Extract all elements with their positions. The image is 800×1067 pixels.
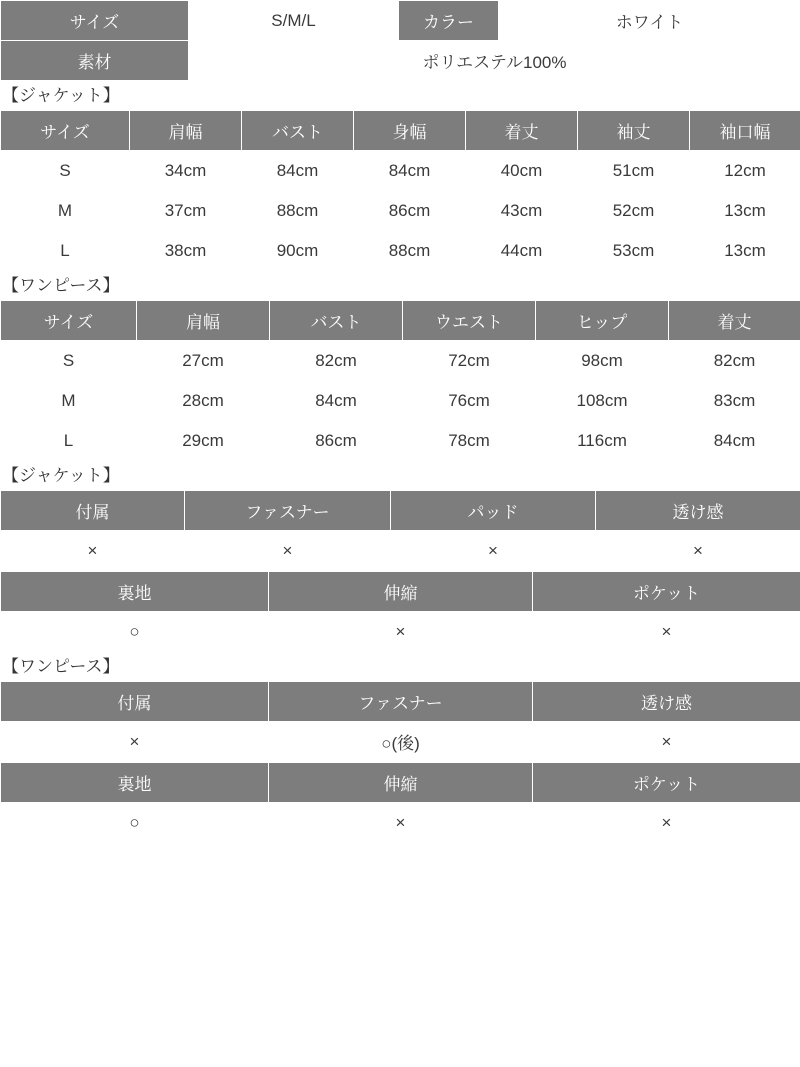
jacket-size-cell-1-4: 43cm — [466, 191, 578, 231]
jacket-detail-header-2: パッド — [391, 491, 596, 531]
jacket-lining-header: 裏地 — [1, 572, 269, 612]
spec-size-label: サイズ — [1, 1, 189, 41]
onepiece-size-cell-0-4: 98cm — [536, 341, 669, 381]
jacket-detail-title: 【ジャケット】 — [0, 461, 800, 490]
spec-material-label: 素材 — [1, 41, 189, 81]
jacket-detail-header-1: ファスナー — [185, 491, 391, 531]
jacket-size-cell-0-0: S — [1, 151, 130, 191]
onepiece-detail-value-2: × — [533, 722, 800, 762]
spec-material-value: ポリエステル100% — [189, 41, 800, 81]
jacket-size-cell-2-5: 53cm — [578, 231, 690, 271]
jacket-detail-value-2: × — [391, 531, 596, 571]
jacket-size-cell-1-0: M — [1, 191, 130, 231]
jacket-detail-header-0: 付属 — [1, 491, 185, 531]
jacket-size-cell-2-4: 44cm — [466, 231, 578, 271]
onepiece-size-cell-1-5: 83cm — [669, 381, 800, 421]
table-row — [1, 381, 800, 421]
onepiece-size-header-0: サイズ — [1, 301, 137, 341]
jacket-size-cell-1-3: 86cm — [354, 191, 466, 231]
onepiece-lining-header: 裏地 — [1, 763, 269, 803]
onepiece-size-cell-2-4: 116cm — [536, 421, 669, 461]
jacket-size-header-5: 袖丈 — [578, 111, 690, 151]
onepiece-size-cell-0-0: S — [1, 341, 137, 381]
onepiece-size-title: 【ワンピース】 — [0, 271, 800, 300]
jacket-size-cell-1-1: 37cm — [130, 191, 242, 231]
onepiece-detail-table-a — [0, 681, 800, 762]
jacket-detail-table-a — [0, 490, 800, 571]
jacket-stretch-value: × — [269, 612, 533, 652]
onepiece-size-cell-1-3: 76cm — [403, 381, 536, 421]
spec-color-label: カラー — [399, 1, 499, 41]
jacket-detail-value-3: × — [596, 531, 800, 571]
onepiece-lining-value: ○ — [1, 803, 269, 843]
onepiece-size-cell-0-1: 27cm — [137, 341, 270, 381]
onepiece-size-cell-2-2: 86cm — [270, 421, 403, 461]
onepiece-size-cell-1-1: 28cm — [137, 381, 270, 421]
jacket-detail-value-1: × — [185, 531, 391, 571]
onepiece-size-cell-0-5: 82cm — [669, 341, 800, 381]
table-row — [1, 421, 800, 461]
jacket-size-cell-1-6: 13cm — [690, 191, 800, 231]
jacket-size-cell-2-6: 13cm — [690, 231, 800, 271]
onepiece-stretch-header: 伸縮 — [269, 763, 533, 803]
onepiece-size-cell-2-3: 78cm — [403, 421, 536, 461]
onepiece-size-cell-2-5: 84cm — [669, 421, 800, 461]
onepiece-size-header-2: バスト — [270, 301, 403, 341]
jacket-size-cell-0-4: 40cm — [466, 151, 578, 191]
jacket-stretch-header: 伸縮 — [269, 572, 533, 612]
jacket-size-cell-1-5: 52cm — [578, 191, 690, 231]
onepiece-detail-header-1: ファスナー — [269, 682, 533, 722]
jacket-size-cell-0-1: 34cm — [130, 151, 242, 191]
jacket-detail-header-3: 透け感 — [596, 491, 800, 531]
onepiece-detail-value-0: × — [1, 722, 269, 762]
table-header-row — [1, 763, 800, 803]
jacket-size-header-0: サイズ — [1, 111, 130, 151]
onepiece-size-cell-0-3: 72cm — [403, 341, 536, 381]
table-header-row — [1, 111, 800, 151]
jacket-size-cell-2-1: 38cm — [130, 231, 242, 271]
jacket-size-cell-2-2: 90cm — [242, 231, 354, 271]
onepiece-stretch-value: × — [269, 803, 533, 843]
table-header-row — [1, 491, 800, 531]
onepiece-size-cell-1-2: 84cm — [270, 381, 403, 421]
onepiece-size-cell-1-4: 108cm — [536, 381, 669, 421]
jacket-size-header-1: 肩幅 — [130, 111, 242, 151]
jacket-lining-value: ○ — [1, 612, 269, 652]
table-row — [1, 722, 800, 762]
spec-top-table — [0, 0, 800, 81]
onepiece-detail-value-1: ○(後) — [269, 722, 533, 762]
jacket-detail-value-0: × — [1, 531, 185, 571]
jacket-size-header-2: バスト — [242, 111, 354, 151]
onepiece-detail-header-2: 透け感 — [533, 682, 800, 722]
jacket-size-cell-1-2: 88cm — [242, 191, 354, 231]
onepiece-size-header-1: 肩幅 — [137, 301, 270, 341]
jacket-size-cell-0-3: 84cm — [354, 151, 466, 191]
table-row — [1, 191, 800, 231]
jacket-pocket-value: × — [533, 612, 800, 652]
jacket-size-header-6: 袖口幅 — [690, 111, 800, 151]
onepiece-size-cell-0-2: 82cm — [270, 341, 403, 381]
table-header-row — [1, 572, 800, 612]
table-row — [1, 341, 800, 381]
onepiece-size-header-5: 着丈 — [669, 301, 800, 341]
jacket-pocket-header: ポケット — [533, 572, 800, 612]
onepiece-size-header-3: ウエスト — [403, 301, 536, 341]
onepiece-size-cell-2-1: 29cm — [137, 421, 270, 461]
table-row — [1, 151, 800, 191]
jacket-detail-table-b — [0, 571, 800, 652]
spec-size-value: S/M/L — [189, 1, 399, 41]
jacket-size-cell-0-2: 84cm — [242, 151, 354, 191]
onepiece-detail-header-0: 付属 — [1, 682, 269, 722]
jacket-size-cell-0-5: 51cm — [578, 151, 690, 191]
jacket-size-cell-2-3: 88cm — [354, 231, 466, 271]
table-header-row — [1, 301, 800, 341]
jacket-size-cell-2-0: L — [1, 231, 130, 271]
onepiece-size-cell-1-0: M — [1, 381, 137, 421]
table-header-row — [1, 682, 800, 722]
spec-color-value: ホワイト — [499, 1, 800, 41]
onepiece-pocket-value: × — [533, 803, 800, 843]
onepiece-size-header-4: ヒップ — [536, 301, 669, 341]
onepiece-pocket-header: ポケット — [533, 763, 800, 803]
onepiece-detail-title: 【ワンピース】 — [0, 652, 800, 681]
jacket-size-title: 【ジャケット】 — [0, 81, 800, 110]
jacket-size-header-3: 身幅 — [354, 111, 466, 151]
table-row — [1, 803, 800, 843]
jacket-size-cell-0-6: 12cm — [690, 151, 800, 191]
onepiece-size-cell-2-0: L — [1, 421, 137, 461]
jacket-size-table — [0, 110, 800, 271]
onepiece-size-table — [0, 300, 800, 461]
onepiece-detail-table-b — [0, 762, 800, 843]
table-row — [1, 231, 800, 271]
table-row — [1, 531, 800, 571]
jacket-size-header-4: 着丈 — [466, 111, 578, 151]
table-row — [1, 1, 800, 41]
table-row — [1, 612, 800, 652]
table-row — [1, 41, 800, 81]
